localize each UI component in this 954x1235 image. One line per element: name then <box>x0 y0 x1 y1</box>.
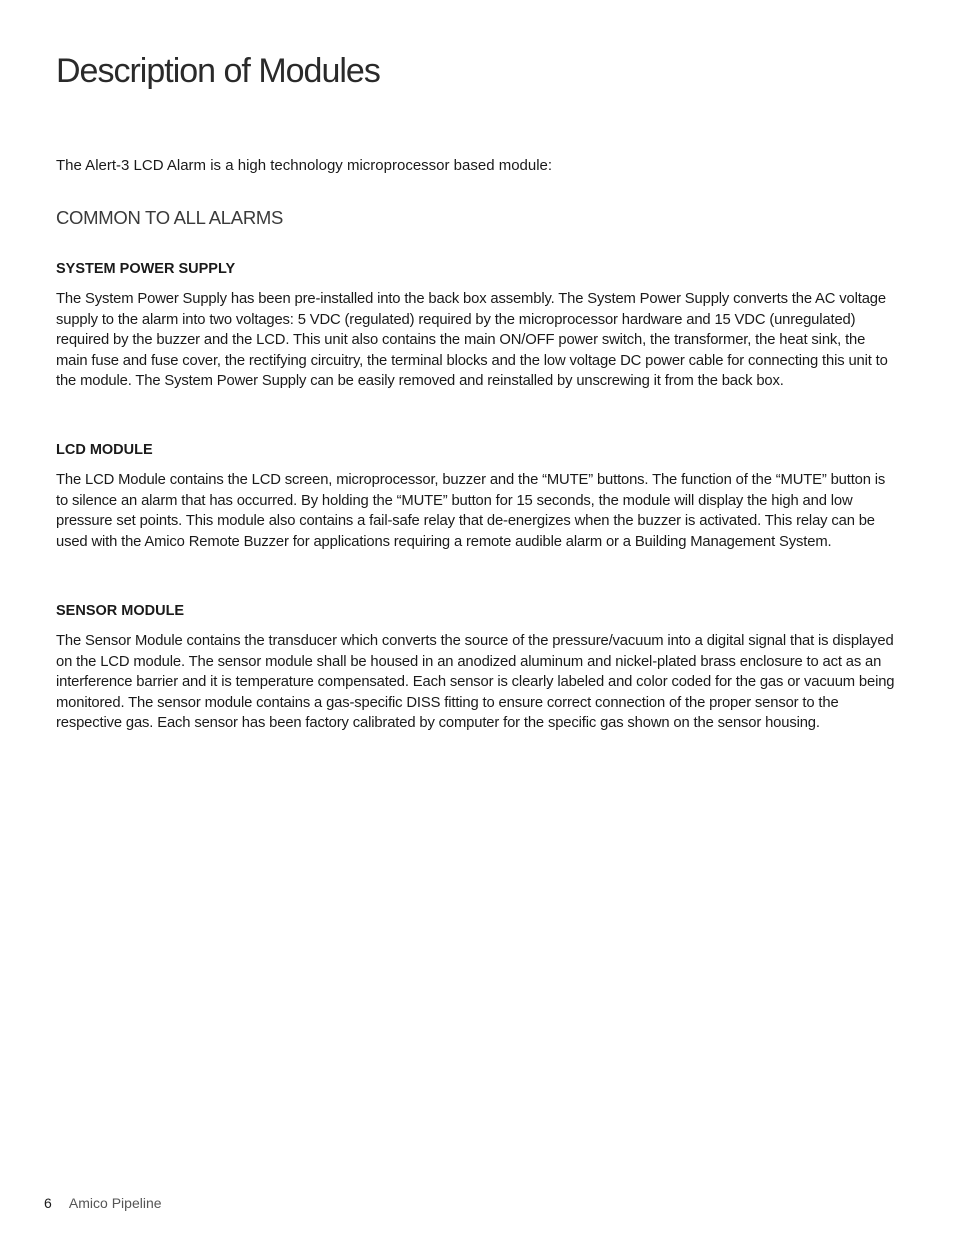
page-footer <box>44 1195 162 1211</box>
sensor-module-heading: SENSOR MODULE <box>56 603 185 619</box>
section-lcd-module <box>56 440 896 552</box>
section-heading-common: COMMON TO ALL ALARMS <box>56 207 284 228</box>
section-sensor-module <box>56 601 896 734</box>
sensor-module-text: The Sensor Module contains the transducer which converts the source of the pressure/vacuum into a digital signal that is displayed on the LCD module. The sensor module shall be housed in an anodized aluminum and nickel-plated brass enclosure to act as an interference barrier and it is temperature compensated. Each sensor is clearly labeled and color coded for the gas or vacuum being monitored. The sensor module contains a gas-specific DISS fitting to ensure correct connection of the proper sensor to the respective gas. Each sensor has been factory calibrated by computer for the specific gas shown on the sensor housing. <box>56 633 895 731</box>
lcd-module-heading: LCD MODULE <box>56 442 153 458</box>
footer-brand: Amico Pipeline <box>68 1195 162 1211</box>
page-number: 6 <box>44 1195 52 1211</box>
system-power-supply-text: The System Power Supply has been pre-installed into the back box assembly. The System Power Supply converts the AC voltage supply to the alarm into two voltages: 5 VDC (regulated) required by the microprocessor hardware and 15 VDC (unregulated) required by the buzzer and the LCD. This unit also contains the main ON/OFF power switch, the transformer, the heat sink, the main fuse and fuse cover, the rectifying circuitry, the terminal blocks and the low voltage DC power cable for connecting this unit to the module. The System Power Supply can be easily removed and reinstalled by unscrewing it from the back box. <box>56 291 888 389</box>
lcd-module-text: The LCD Module contains the LCD screen, microprocessor, buzzer and the “MUTE” buttons. The function of the “MUTE” button is to silence an alarm that has occurred. By holding the “MUTE” button for 15 seconds, the module will display the high and low pressure set points. This module also contains a fail-safe relay that de-energizes when the buzzer is activated. This relay can be used with the Amico Remote Buzzer for applications requiring a remote audible alarm or a Building Management System. <box>56 472 886 550</box>
section-system-power-supply <box>56 259 896 392</box>
system-power-supply-heading: SYSTEM POWER SUPPLY <box>56 261 236 277</box>
page-title: Description of Modules <box>56 52 380 90</box>
intro-paragraph: The Alert-3 LCD Alarm is a high technology microprocessor based module: <box>56 157 553 174</box>
